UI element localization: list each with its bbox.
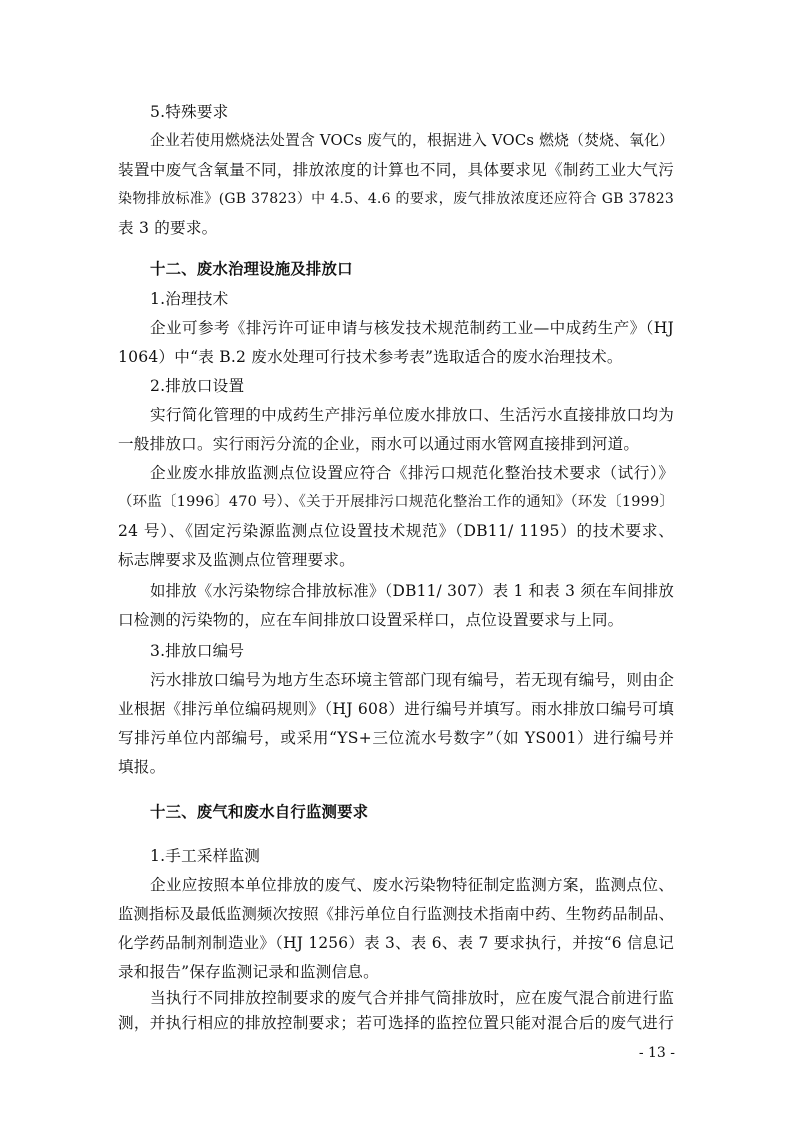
paragraph-line: 污水排放口编号为地方生态环境主管部门现有编号，若无现有编号，则由企	[150, 671, 674, 689]
section-heading: 十三、废气和废水自行监测要求	[150, 803, 369, 821]
paragraph-line: 监测指标及最低监测频次按照《排污单位自行监测技术指南中药、生物药品制品、	[118, 905, 674, 923]
paragraph-line: 表 3 的要求。	[118, 219, 218, 237]
section-heading: 十二、废水治理设施及排放口	[150, 260, 353, 278]
paragraph-line: 标志牌要求及监测点位管理要求。	[118, 551, 355, 569]
paragraph-line: 装置中废气含氧量不同，排放浓度的计算也不同，具体要求见《制药工业大气污	[118, 161, 674, 179]
subsection-heading: 2.排放口设置	[150, 377, 245, 395]
paragraph-line: 24 号）、《固定污染源监测点位设置技术规范》（DB11/ 1195）的技术要求、	[118, 522, 674, 540]
paragraph-line: 一般排放口。实行雨污分流的企业，雨水可以通过雨水管网直接排到河道。	[118, 435, 640, 453]
paragraph-line: 企业应按照本单位排放的废气、废水污染物特征制定监测方案，监测点位、	[150, 876, 674, 894]
paragraph-line: 录和报告”保存监测记录和监测信息。	[118, 963, 379, 981]
paragraph-line: （环监〔1996〕470 号）、《关于开展排污口规范化整治工作的通知》（环发〔1999〕	[118, 494, 674, 510]
paragraph-line: 口检测的污染物的，应在车间排放口设置采样口，点位设置要求与上同。	[118, 611, 624, 629]
subsection-heading: 1.手工采样监测	[150, 847, 261, 865]
subsection-heading: 3.排放口编号	[150, 642, 245, 660]
paragraph-line: 染物排放标准》(GB 37823）中 4.5、4.6 的要求，废气排放浓度还应符合 GB 37823	[118, 191, 674, 207]
subsection-heading: 1.治理技术	[150, 290, 229, 308]
paragraph-line: 当执行不同排放控制要求的废气合并排气筒排放时，应在废气混合前进行监	[150, 989, 674, 1007]
paragraph-line: 填报。	[118, 758, 166, 776]
subsection-heading: 5.特殊要求	[150, 103, 229, 121]
paragraph-line: 企业可参考《排污许可证申请与核发技术规范制药工业—中成药生产》（HJ	[150, 319, 674, 337]
paragraph-line: 写排污单位内部编号，或采用“YS+三位流水号数字”（如 YS001）进行编号并	[118, 729, 674, 747]
paragraph-line: 企业废水排放监测点位设置应符合《排污口规范化整治技术要求（试行）》	[150, 464, 674, 482]
paragraph-line: 业根据《排污单位编码规则》（HJ 608）进行编号并填写。雨水排放口编号可填	[118, 700, 674, 718]
paragraph-line: 如排放《水污染物综合排放标准》（DB11/ 307）表 1 和表 3 须在车间排放	[150, 582, 674, 600]
paragraph-line: 测，并执行相应的排放控制要求；若可选择的监控位置只能对混合后的废气进行	[118, 1014, 674, 1032]
paragraph-line: 1064）中“表 B.2 废水处理可行技术参考表”选取适合的废水治理技术。	[118, 348, 623, 366]
page-number: - 13 -	[638, 1045, 675, 1061]
paragraph-line: 实行简化管理的中成药生产排污单位废水排放口、生活污水直接排放口均为	[150, 406, 674, 424]
paragraph-line: 企业若使用燃烧法处置含 VOCs 废气的，根据进入 VOCs 燃烧（焚烧、氧化）	[150, 132, 675, 149]
paragraph-line: 化学药品制剂制造业》（HJ 1256）表 3、表 6、表 7 要求执行，并按“6 信息记	[118, 934, 674, 952]
